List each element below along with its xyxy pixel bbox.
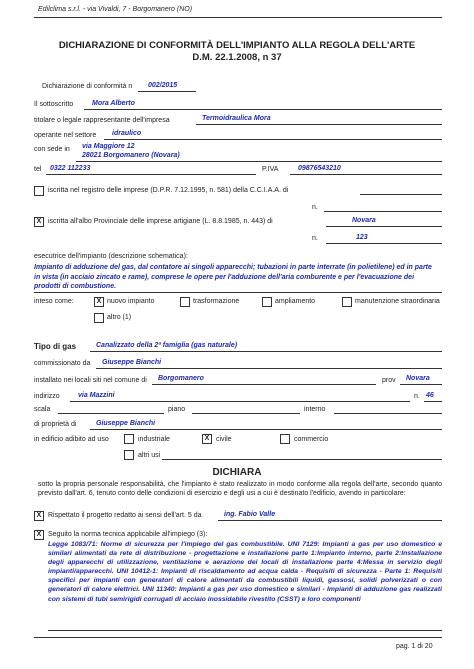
cciaa-n-label: n. xyxy=(312,204,318,211)
proprieta-value: Giuseppe Bianchi xyxy=(96,420,156,427)
option-manutenzione-label: manutenzione straordinaria xyxy=(355,298,440,305)
indirizzo-line xyxy=(70,401,410,402)
gas-label: Tipo di gas xyxy=(34,342,77,351)
piano-line xyxy=(192,413,300,414)
prov-value: Novara xyxy=(406,375,430,382)
item1-line xyxy=(218,520,442,521)
impianto-description: Impianto di adduzione del gas, dal contatore ai singoli apparecchi; tubazioni in parte interrate (in polietilene) ed in parte in vista (in acciaio zincato e rame), comprese le opere per l'adduzione dell'aria comburente e per l'evacuazione dei prodotti di combustione. xyxy=(34,264,432,291)
albo-label: iscritta all'albo Provinciale delle imprese artigiane (L. 8.8.1985, n. 443) di xyxy=(48,218,273,225)
uso-civile-checkbox[interactable]: X xyxy=(202,434,212,444)
tel-value: 0322 112233 xyxy=(50,165,91,172)
albo-city: Novara xyxy=(352,217,376,224)
albo-n-label: n. xyxy=(312,235,318,242)
cciaa-number-line xyxy=(324,211,442,212)
option-ampliamento-checkbox[interactable] xyxy=(262,297,272,307)
item1-value: ing. Fabio Valle xyxy=(224,511,276,518)
option-nuovo-label: nuovo impianto xyxy=(107,298,155,305)
company-name: Termoidraulica Mora xyxy=(202,115,271,122)
uso-civile-label: civile xyxy=(216,436,232,443)
tel-line xyxy=(46,174,256,175)
address-line xyxy=(76,161,442,162)
option-altro-checkbox[interactable] xyxy=(94,313,104,323)
installed-label: installato nei locali siti nel comune di xyxy=(34,377,147,384)
option-manutenzione-checkbox[interactable] xyxy=(342,297,352,307)
signer-label: Il sottoscritto xyxy=(34,101,74,108)
scala-line xyxy=(58,413,164,414)
signer-name: Mora Alberto xyxy=(92,100,135,107)
item1-checkbox[interactable]: X xyxy=(34,511,44,521)
albo-number-line xyxy=(326,243,442,244)
prov-label: prov xyxy=(382,377,396,384)
declaration-label: Dichiarazione di conformità n xyxy=(42,83,133,90)
commissioned-label: commissionato da xyxy=(34,360,91,367)
header-company: Edilclima s.r.l. - via Vivaldi, 7 - Borgomanero (NO) xyxy=(38,6,193,13)
company-label: titolare o legale rappresentante dell'impresa xyxy=(34,117,170,124)
address-line1: via Maggiore 12 xyxy=(82,143,135,150)
uso-industriale-label: industriale xyxy=(138,436,170,443)
page-number: pag. 1 di 20 xyxy=(396,643,433,650)
uso-altri-checkbox[interactable] xyxy=(124,450,134,460)
albo-checkbox[interactable]: X xyxy=(34,217,44,227)
address-line2: 28021 Borgomanero (Novara) xyxy=(82,152,180,159)
piva-value: 09876543210 xyxy=(298,165,341,172)
option-ampliamento-label: ampliamento xyxy=(275,298,316,305)
option-altro-label: altro (1) xyxy=(107,314,132,321)
norms-text: Legge 1083/71: Norme di sicurezza per l'impiego del gas combustibile. UNI 7129: Impianti a gas per uso domestico e similari alimentati da rete di distribuzione - progettazione e installazione parte 1:Impianto interno, parte 2:Installazione degli apparecchi di utilizzazione, ventilazione e aerazione dei locali di installazione parte 4:Messa in servizio degli impianti/apparecchi. UNI 10412-1: Impianti di riscaldamento ad acqua calda - Requisiti di sicurezza - Parte 1: Requisiti specifici per impianti con generatori di calore alimentati da combustibili liquidi, gassosi, solidi polverizzati o con generatori di calore elettrici. UNI 11340: Impianti a gas per uso domestico e similari - Impianti di adduzione gas realizzati con sistemi di tubi semirigidi corrugati di acciaio inossidabile rivestito (CSST) e loro componenti xyxy=(48,541,442,603)
option-nuovo-checkbox[interactable]: X xyxy=(94,297,104,307)
uso-industriale-checkbox[interactable] xyxy=(124,434,134,444)
company-line xyxy=(196,124,442,125)
sector-label: operante nel settore xyxy=(34,132,97,139)
norms-line xyxy=(48,630,442,631)
comune-line xyxy=(152,384,376,385)
cciaa-checkbox[interactable] xyxy=(34,186,44,196)
sector-line xyxy=(104,139,442,140)
albo-number: 123 xyxy=(356,234,368,241)
civico-label: n. xyxy=(414,393,420,400)
dichiara-heading: DICHIARA xyxy=(212,467,262,478)
piva-line xyxy=(290,174,442,175)
piano-label: piano xyxy=(168,406,186,413)
civico-value: 46 xyxy=(426,392,434,399)
inteso-label: inteso come: xyxy=(34,298,74,305)
signer-name-line xyxy=(84,109,442,110)
uso-commercio-label: commercio xyxy=(294,436,329,443)
indirizzo-value: via Mazzini xyxy=(78,392,115,399)
indirizzo-label: indirizzo xyxy=(34,393,60,400)
prov-line xyxy=(400,384,442,385)
cciaa-city-line xyxy=(360,194,442,195)
declaration-number-line xyxy=(138,91,196,92)
option-trasformazione-label: trasformazione xyxy=(193,298,240,305)
interno-line xyxy=(334,413,442,414)
page-title: DICHIARAZIONE DI CONFORMITÀ DELL'IMPIANTO ALLA REGOLA DELL'ARTE xyxy=(58,40,416,51)
piva-label: P.IVA xyxy=(262,166,279,173)
tel-label: tel xyxy=(34,166,42,173)
page-subtitle: D.M. 22.1.2008, n 37 xyxy=(192,52,282,63)
uso-altri-label: altri usi xyxy=(138,452,161,459)
interno-label: interno xyxy=(304,406,326,413)
commissioned-value: Giuseppe Bianchi xyxy=(102,359,162,366)
gas-value: Canalizzato della 2ª famiglia (gas naturale) xyxy=(96,342,238,349)
dichiara-text: sotto la propria personale responsabilità, che l'impianto è stato realizzato in modo conforme alla regola dell'arte, secondo quanto previsto dall'art. 6, tenuto conto delle condizioni di esercizio e degli usi a cui è destinato l'edificio, avendo in particolare: xyxy=(38,481,442,497)
edificio-label: in edificio adibito ad uso xyxy=(34,436,109,443)
impianto-divider xyxy=(34,292,442,293)
proprieta-line xyxy=(90,429,442,430)
uso-altri-line xyxy=(162,459,442,460)
option-trasformazione-checkbox[interactable] xyxy=(180,297,190,307)
gas-line xyxy=(90,351,442,352)
header-divider xyxy=(34,17,442,18)
uso-commercio-checkbox[interactable] xyxy=(280,434,290,444)
commissioned-line xyxy=(96,368,442,369)
item1-label: Rispettato il progetto redatto ai sensi dell'art. 5 da xyxy=(48,512,202,519)
item2-label: Seguito la norma tecnica applicabile all'impiego (3): xyxy=(48,531,208,538)
impianto-label: esecutrice dell'impianto (descrizione schematica): xyxy=(34,253,188,260)
scala-label: scala xyxy=(34,406,51,413)
comune-value: Borgomanero xyxy=(158,375,204,382)
proprieta-label: di proprietà di xyxy=(34,421,77,428)
item2-checkbox[interactable]: X xyxy=(34,530,44,540)
address-label: con sede in xyxy=(34,146,70,153)
civico-line xyxy=(424,401,442,402)
cciaa-label: iscritta nel registro delle imprese (D.P.R. 7.12.1995, n. 581) della C.C.I.A.A. di xyxy=(48,187,289,194)
albo-city-line xyxy=(326,226,442,227)
declaration-number: 002/2015 xyxy=(148,82,178,89)
sector-value: idraulico xyxy=(112,130,142,137)
footer-divider xyxy=(34,637,442,638)
